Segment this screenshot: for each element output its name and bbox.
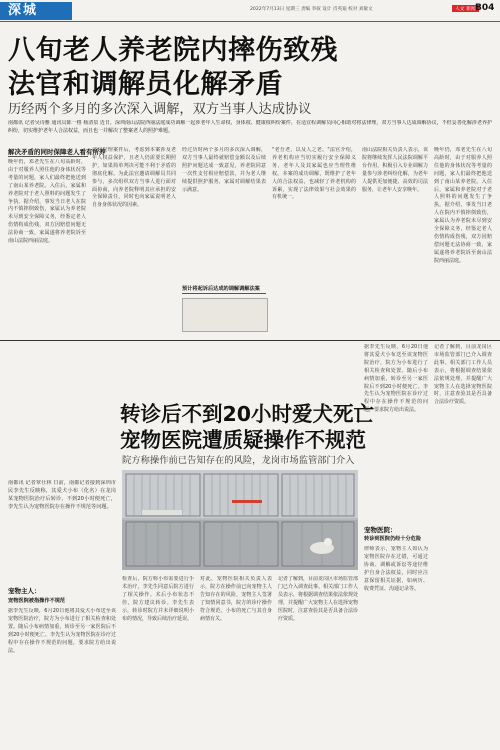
story2-caption3: 宠物医院： xyxy=(364,526,397,534)
masthead-rule xyxy=(0,21,500,22)
story1-column-2: 法官受理案件后，考虑到本案涉及老年人权益保护，且老人仍需要长期照护，如果简单判决可能不利于矛盾的彻底化解。为此法官邀请调解员共同参与，多次组织双方当事人进行面对面协商，向养老院释明其应承担的安全保障责任，同时也向家属说明老人自身身体状况的因素。 xyxy=(92,147,176,209)
story1-subtitle: 预计将起诉后达成的调解调解法案 xyxy=(182,286,260,292)
story1-subtitle-rule xyxy=(182,293,266,294)
story2-column-7: 记者了解到，目前龙岗区市场监管部门已介入调查此事。相关部门工作人员表示，将根据调查结果依法依规处理，并提醒广大宠物主人在选择宠物医院时，注意查验其是否具备合法诊疗资质。 xyxy=(434,344,492,406)
story1-column-4: "老吾老，以及人之老。"法官介绍，养老机构应当切实履行安全保障义务，老年人及其家属也应当理性维权。本案的成功调解，既维护了老年人的合法权益，也减轻了养老机构的诉累，实现了法律效果与社会效果的有机统一。 xyxy=(272,147,356,201)
story2-headline-line2: 宠物医院遭质疑操作不规范 xyxy=(120,428,366,452)
story-divider xyxy=(0,340,500,341)
masthead-bar xyxy=(0,0,500,22)
story1-headline-line2: 法官和调解员化解矛盾 xyxy=(8,69,283,100)
story2-column-2: 检查后，院方称小布需要进行手术治疗，李先生同意后院方进行了相关操作。术后小布状态不佳，院方建议转诊。李先生表示，转诊时院方并未详细说明小布的情况，导致后续治疗延误。 xyxy=(122,576,194,622)
story2-column-1: 据李先生反映，6月20日他将其爱犬小布送至该宠物医院治疗，院方为小布进行了相关检查和处置。随后小布病情加重，转诊至另一家医院后不到20小时便死亡。李先生认为宠物医院在诊疗过程中存在操作不规范的问题，要求院方给出说法。 xyxy=(8,608,116,654)
section-name: 深城 xyxy=(8,3,39,18)
story2-column-3: 对此，宠物医院相关负责人表示，院方在操作前已向宠物主人告知存在的风险，宠物主人签署了知情同意书，院方的诊疗操作符合规范，小布的死亡与其自身病情有关。 xyxy=(200,576,272,622)
page-number: B04 xyxy=(475,3,495,13)
kennel-photo xyxy=(122,470,358,570)
issue-info: 2022年7月13日 星期三 责编 李叙 设计 肖英迪 校对 刘敏文 xyxy=(250,7,373,12)
story1-column-6: 晚年仍，邓老先生在八旬高龄时，由于对服养人照住他的身体状况等考量的问题，家人们最终把他送到了南山某养老院。入住后，家属和养老院对于老人照料的问题发生了争执。据介绍，事发当日老人在院内不慎摔倒致伤，家属认为养老院未尽到安全保障义务，经鉴定老人伤情构成伤残，双方因赔偿问题无法协商一致，家属遂将养老院诉至南山法院西丽法庭。 xyxy=(434,147,492,264)
story2-caption4: 转诊到医院仍经十分危险 xyxy=(364,536,422,542)
kennel-photo-image xyxy=(122,470,358,570)
story2-column-6: 律师表示，宠物主人如认为宠物医院存在过错，可通过协商、调解或诉讼等途径维护自身合法权益，同时应注意保留相关证据，如病历、收费凭证、沟通记录等。 xyxy=(364,546,428,592)
story1-column-5: 南山法院相关负责人表示，该院将继续发挥人民法院调解平台作用，积极引入专业调解力量参与涉老纠纷化解，为老年人提供更加便捷、高效的司法服务，让老年人安享晚年。 xyxy=(362,147,428,193)
story2-column-5: 据李先生反映，6月20日他将其爱犬小布送至该宠物医院治疗，院方为小布进行了相关检查和处置。随后小布病情加重，转诊至另一家医院后不到20小时便死亡。李先生认为宠物医院在诊疗过程中存在操作不规范的问题，要求院方给出说法。 xyxy=(364,344,428,414)
story1-lead: 南都讯 记者吴诗雅 通讯员陈一格 杨清泉 近日，深圳南山法院西丽法庭成功调解一起涉老年人生命权、身体权、健康权纠纷案件，在适宜程调解员同心相助对将法律理，双方当事人达成调解协议，不但妥善化解涉老养护纠纷，切实维护老年人合法权益，而且也一并解决了整案老人的照护难题。 xyxy=(8,120,492,134)
story2-column-4: 记者了解到，目前龙岗区市场监管部门已介入调查此事。相关部门工作人员表示，将根据调查结果依法依规处理，并提醒广大宠物主人在选择宠物医院时，注意查验其是否具备合法诊疗资质。 xyxy=(278,576,358,622)
story2-caption-title: 宠物医院被指操作不规范 xyxy=(8,598,66,604)
story1-headline-line1: 八旬老人养老院内摔伤致残 xyxy=(8,35,338,66)
story1-section-title: 解决矛盾的同时保障老人看有所养 xyxy=(8,148,106,156)
story2-lead: 南都讯 记者覃仕林 日前，南都记者接到深圳市民李先生反映称，其爱犬小布（化名）在龙岗某宠物医院治疗后转诊，不到20小时便死亡，李先生认为宠物医院存在操作不规范等问题。 xyxy=(8,480,116,510)
story2-subhead: 院方称操作前已告知存在的风险，龙岗市场监管部门介入 xyxy=(122,455,355,466)
section-tag: 人文 新闻 xyxy=(452,5,479,12)
story2-headline-line1: 转诊后不到20小时爱犬死亡 xyxy=(120,402,375,426)
story1-section-rule xyxy=(8,156,88,157)
story1-subhead: 历经两个多月的多次深入调解，双方当事人达成协议 xyxy=(8,102,312,117)
story1-ad-box xyxy=(182,298,268,332)
story1-column-1: 晚年仍，邓老先生在八旬高龄时，由于对服养人照住他的身体状况等考量的问题，家人们最终把他送到了南山某养老院。入住后，家属和养老院对于老人照料的问题发生了争执。据介绍，事发当日老人在院内不慎摔倒致伤，家属认为养老院未尽到安全保障义务，经鉴定老人伤情构成伤残，双方因赔偿问题无法协商一致，家属遂将养老院诉至南山法院西丽法庭。 xyxy=(8,159,86,245)
story2-caption-label: 宠物主人： xyxy=(8,587,41,595)
story1-column-3: 经过历时两个多月的多次深入调解，双方当事人最终就赔偿金额以及后续照护问题达成一致意见，养老院同意一次性支付相应赔偿款，并为老人继续提供照护服务，家属对调解结果表示满意。 xyxy=(182,147,266,193)
